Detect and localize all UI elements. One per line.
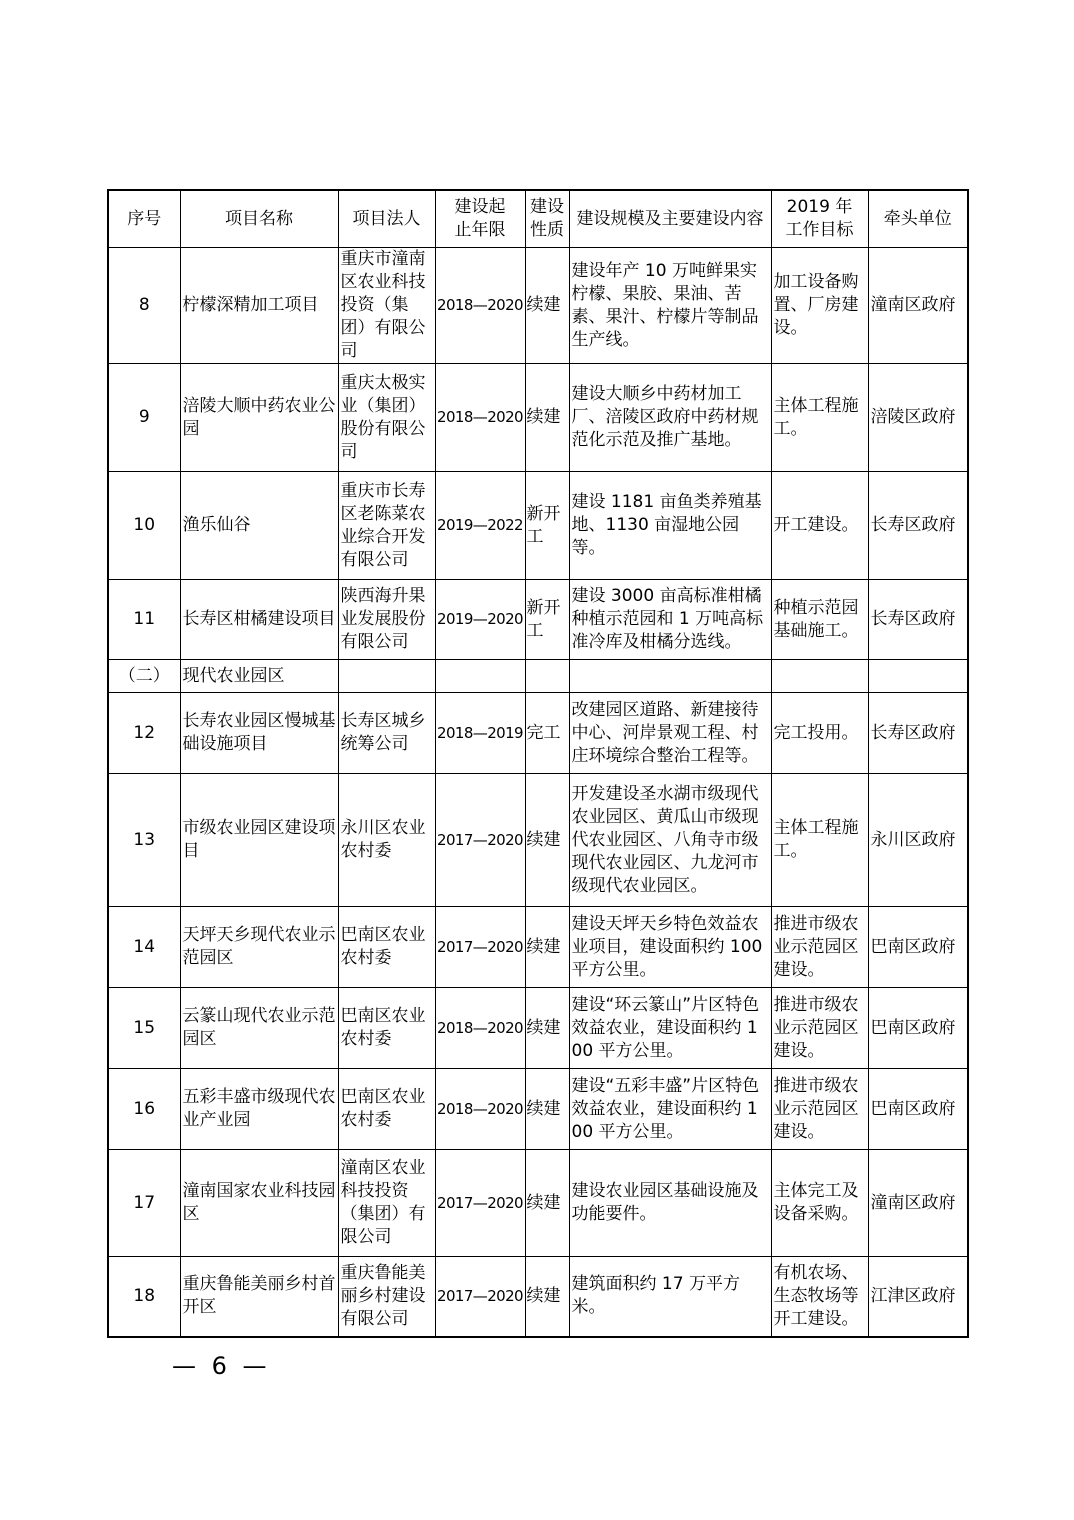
cell-no: 16 [108,1069,180,1150]
table-row [108,988,968,1069]
cell-name: 五彩丰盛市级现代农业产业园 [180,1069,338,1150]
cell-scope: 建设 1181 亩鱼类养殖基地、1130 亩湿地公园等。 [569,472,771,580]
cell-owner [338,660,435,693]
cell-lead: 江津区政府 [868,1257,968,1337]
cell-nature: 新开工 [525,580,569,660]
cell-target: 完工投用。 [771,693,868,774]
cell-scope [569,660,771,693]
cell-years: 2017—2020 [435,1150,525,1257]
cell-nature: 新开工 [525,472,569,580]
cell-lead: 潼南区政府 [868,248,968,364]
cell-owner: 巴南区农业农村委 [338,907,435,988]
table-row [108,1069,968,1150]
cell-no: 18 [108,1257,180,1337]
cell-lead: 长寿区政府 [868,580,968,660]
cell-name: 长寿区柑橘建设项目 [180,580,338,660]
table-header-row [108,190,968,248]
cell-lead: 巴南区政府 [868,1069,968,1150]
cell-nature: 续建 [525,1150,569,1257]
cell-scope: 建设“环云篆山”片区特色效益农业，建设面积约 100 平方公里。 [569,988,771,1069]
cell-no: 17 [108,1150,180,1257]
cell-years: 2019—2022 [435,472,525,580]
cell-scope: 建设农业园区基础设施及功能要件。 [569,1150,771,1257]
cell-target: 加工设备购置、厂房建设。 [771,248,868,364]
cell-owner: 重庆太极实业（集团）股份有限公司 [338,364,435,472]
header-cell-lead: 牵头单位 [868,190,968,248]
cell-no: 15 [108,988,180,1069]
header-cell-no: 序号 [108,190,180,248]
cell-no: 13 [108,774,180,907]
cell-nature: 续建 [525,1069,569,1150]
header-cell-years: 建设起 止年限 [435,190,525,248]
cell-years: 2018—2019 [435,693,525,774]
table-row [108,1257,968,1337]
cell-no: 10 [108,472,180,580]
cell-no: （二） [108,660,180,693]
table-row [108,907,968,988]
cell-lead: 巴南区政府 [868,907,968,988]
cell-scope: 建设 3000 亩高标准柑橘种植示范园和 1 万吨高标准冷库及柑橘分选线。 [569,580,771,660]
cell-no: 11 [108,580,180,660]
section-row [108,660,968,693]
table-row [108,472,968,580]
cell-nature: 续建 [525,988,569,1069]
cell-target: 种植示范园基础施工。 [771,580,868,660]
cell-lead: 巴南区政府 [868,988,968,1069]
cell-target: 主体工程施工。 [771,364,868,472]
cell-lead: 长寿区政府 [868,472,968,580]
cell-years [435,660,525,693]
cell-target: 有机农场、生态牧场等开工建设。 [771,1257,868,1337]
project-table [107,189,969,1338]
cell-no: 8 [108,248,180,364]
cell-owner: 重庆鲁能美丽乡村建设有限公司 [338,1257,435,1337]
cell-name: 涪陵大顺中药农业公园 [180,364,338,472]
cell-scope: 建设年产 10 万吨鲜果实柠檬、果胶、果油、苦素、果汁、柠檬片等制品生产线。 [569,248,771,364]
cell-name: 渔乐仙谷 [180,472,338,580]
cell-target: 主体完工及设备采购。 [771,1150,868,1257]
cell-scope: 改建园区道路、新建接待中心、河岸景观工程、村庄环境综合整治工程等。 [569,693,771,774]
cell-target [771,660,868,693]
table-row [108,1150,968,1257]
cell-scope: 建设大顺乡中药材加工厂、涪陵区政府中药材规范化示范及推广基地。 [569,364,771,472]
cell-name: 市级农业园区建设项目 [180,774,338,907]
cell-scope: 建设天坪天乡特色效益农业项目，建设面积约 100 平方公里。 [569,907,771,988]
cell-scope: 建设“五彩丰盛”片区特色效益农业，建设面积约 100 平方公里。 [569,1069,771,1150]
cell-owner: 巴南区农业农村委 [338,1069,435,1150]
cell-years: 2018—2020 [435,364,525,472]
cell-years: 2019—2020 [435,580,525,660]
cell-lead: 长寿区政府 [868,693,968,774]
table-row [108,693,968,774]
cell-years: 2017—2020 [435,907,525,988]
table-row [108,248,968,364]
cell-lead [868,660,968,693]
cell-name: 潼南国家农业科技园区 [180,1150,338,1257]
cell-no: 9 [108,364,180,472]
cell-owner: 巴南区农业农村委 [338,988,435,1069]
cell-nature: 续建 [525,248,569,364]
cell-owner: 永川区农业农村委 [338,774,435,907]
cell-target: 推进市级农业示范园区建设。 [771,988,868,1069]
cell-target: 开工建设。 [771,472,868,580]
cell-name: 天坪天乡现代农业示范园区 [180,907,338,988]
cell-name: 现代农业园区 [180,660,338,693]
cell-years: 2017—2020 [435,774,525,907]
cell-nature [525,660,569,693]
cell-owner: 重庆市长寿区老陈菜农业综合开发有限公司 [338,472,435,580]
cell-target: 主体工程施工。 [771,774,868,907]
cell-owner: 长寿区城乡统筹公司 [338,693,435,774]
cell-nature: 续建 [525,907,569,988]
cell-years: 2018—2020 [435,248,525,364]
cell-years: 2018—2020 [435,988,525,1069]
table-row [108,774,968,907]
cell-scope: 建筑面积约 17 万平方米。 [569,1257,771,1337]
cell-owner: 重庆市潼南区农业科技投资（集团）有限公司 [338,248,435,364]
cell-target: 推进市级农业示范园区建设。 [771,907,868,988]
page-number: — 6 — [172,1352,271,1380]
cell-nature: 续建 [525,1257,569,1337]
cell-years: 2018—2020 [435,1069,525,1150]
header-cell-scope: 建设规模及主要建设内容 [569,190,771,248]
table-row [108,580,968,660]
cell-lead: 永川区政府 [868,774,968,907]
header-cell-name: 项目名称 [180,190,338,248]
header-cell-nature: 建设 性质 [525,190,569,248]
cell-name: 柠檬深精加工项目 [180,248,338,364]
cell-nature: 完工 [525,693,569,774]
cell-no: 12 [108,693,180,774]
cell-name: 重庆鲁能美丽乡村首开区 [180,1257,338,1337]
cell-owner: 陕西海升果业发展股份有限公司 [338,580,435,660]
cell-years: 2017—2020 [435,1257,525,1337]
cell-no: 14 [108,907,180,988]
cell-name: 长寿农业园区慢城基础设施项目 [180,693,338,774]
table-row [108,364,968,472]
cell-name: 云篆山现代农业示范园区 [180,988,338,1069]
cell-target: 推进市级农业示范园区建设。 [771,1069,868,1150]
cell-nature: 续建 [525,364,569,472]
cell-scope: 开发建设圣水湖市级现代农业园区、黄瓜山市级现代农业园区、八角寺市级现代农业园区、九龙河市级现代农业园区。 [569,774,771,907]
header-cell-owner: 项目法人 [338,190,435,248]
cell-nature: 续建 [525,774,569,907]
cell-lead: 涪陵区政府 [868,364,968,472]
cell-lead: 潼南区政府 [868,1150,968,1257]
cell-owner: 潼南区农业科技投资（集团）有限公司 [338,1150,435,1257]
header-cell-target: 2019 年 工作目标 [771,190,868,248]
